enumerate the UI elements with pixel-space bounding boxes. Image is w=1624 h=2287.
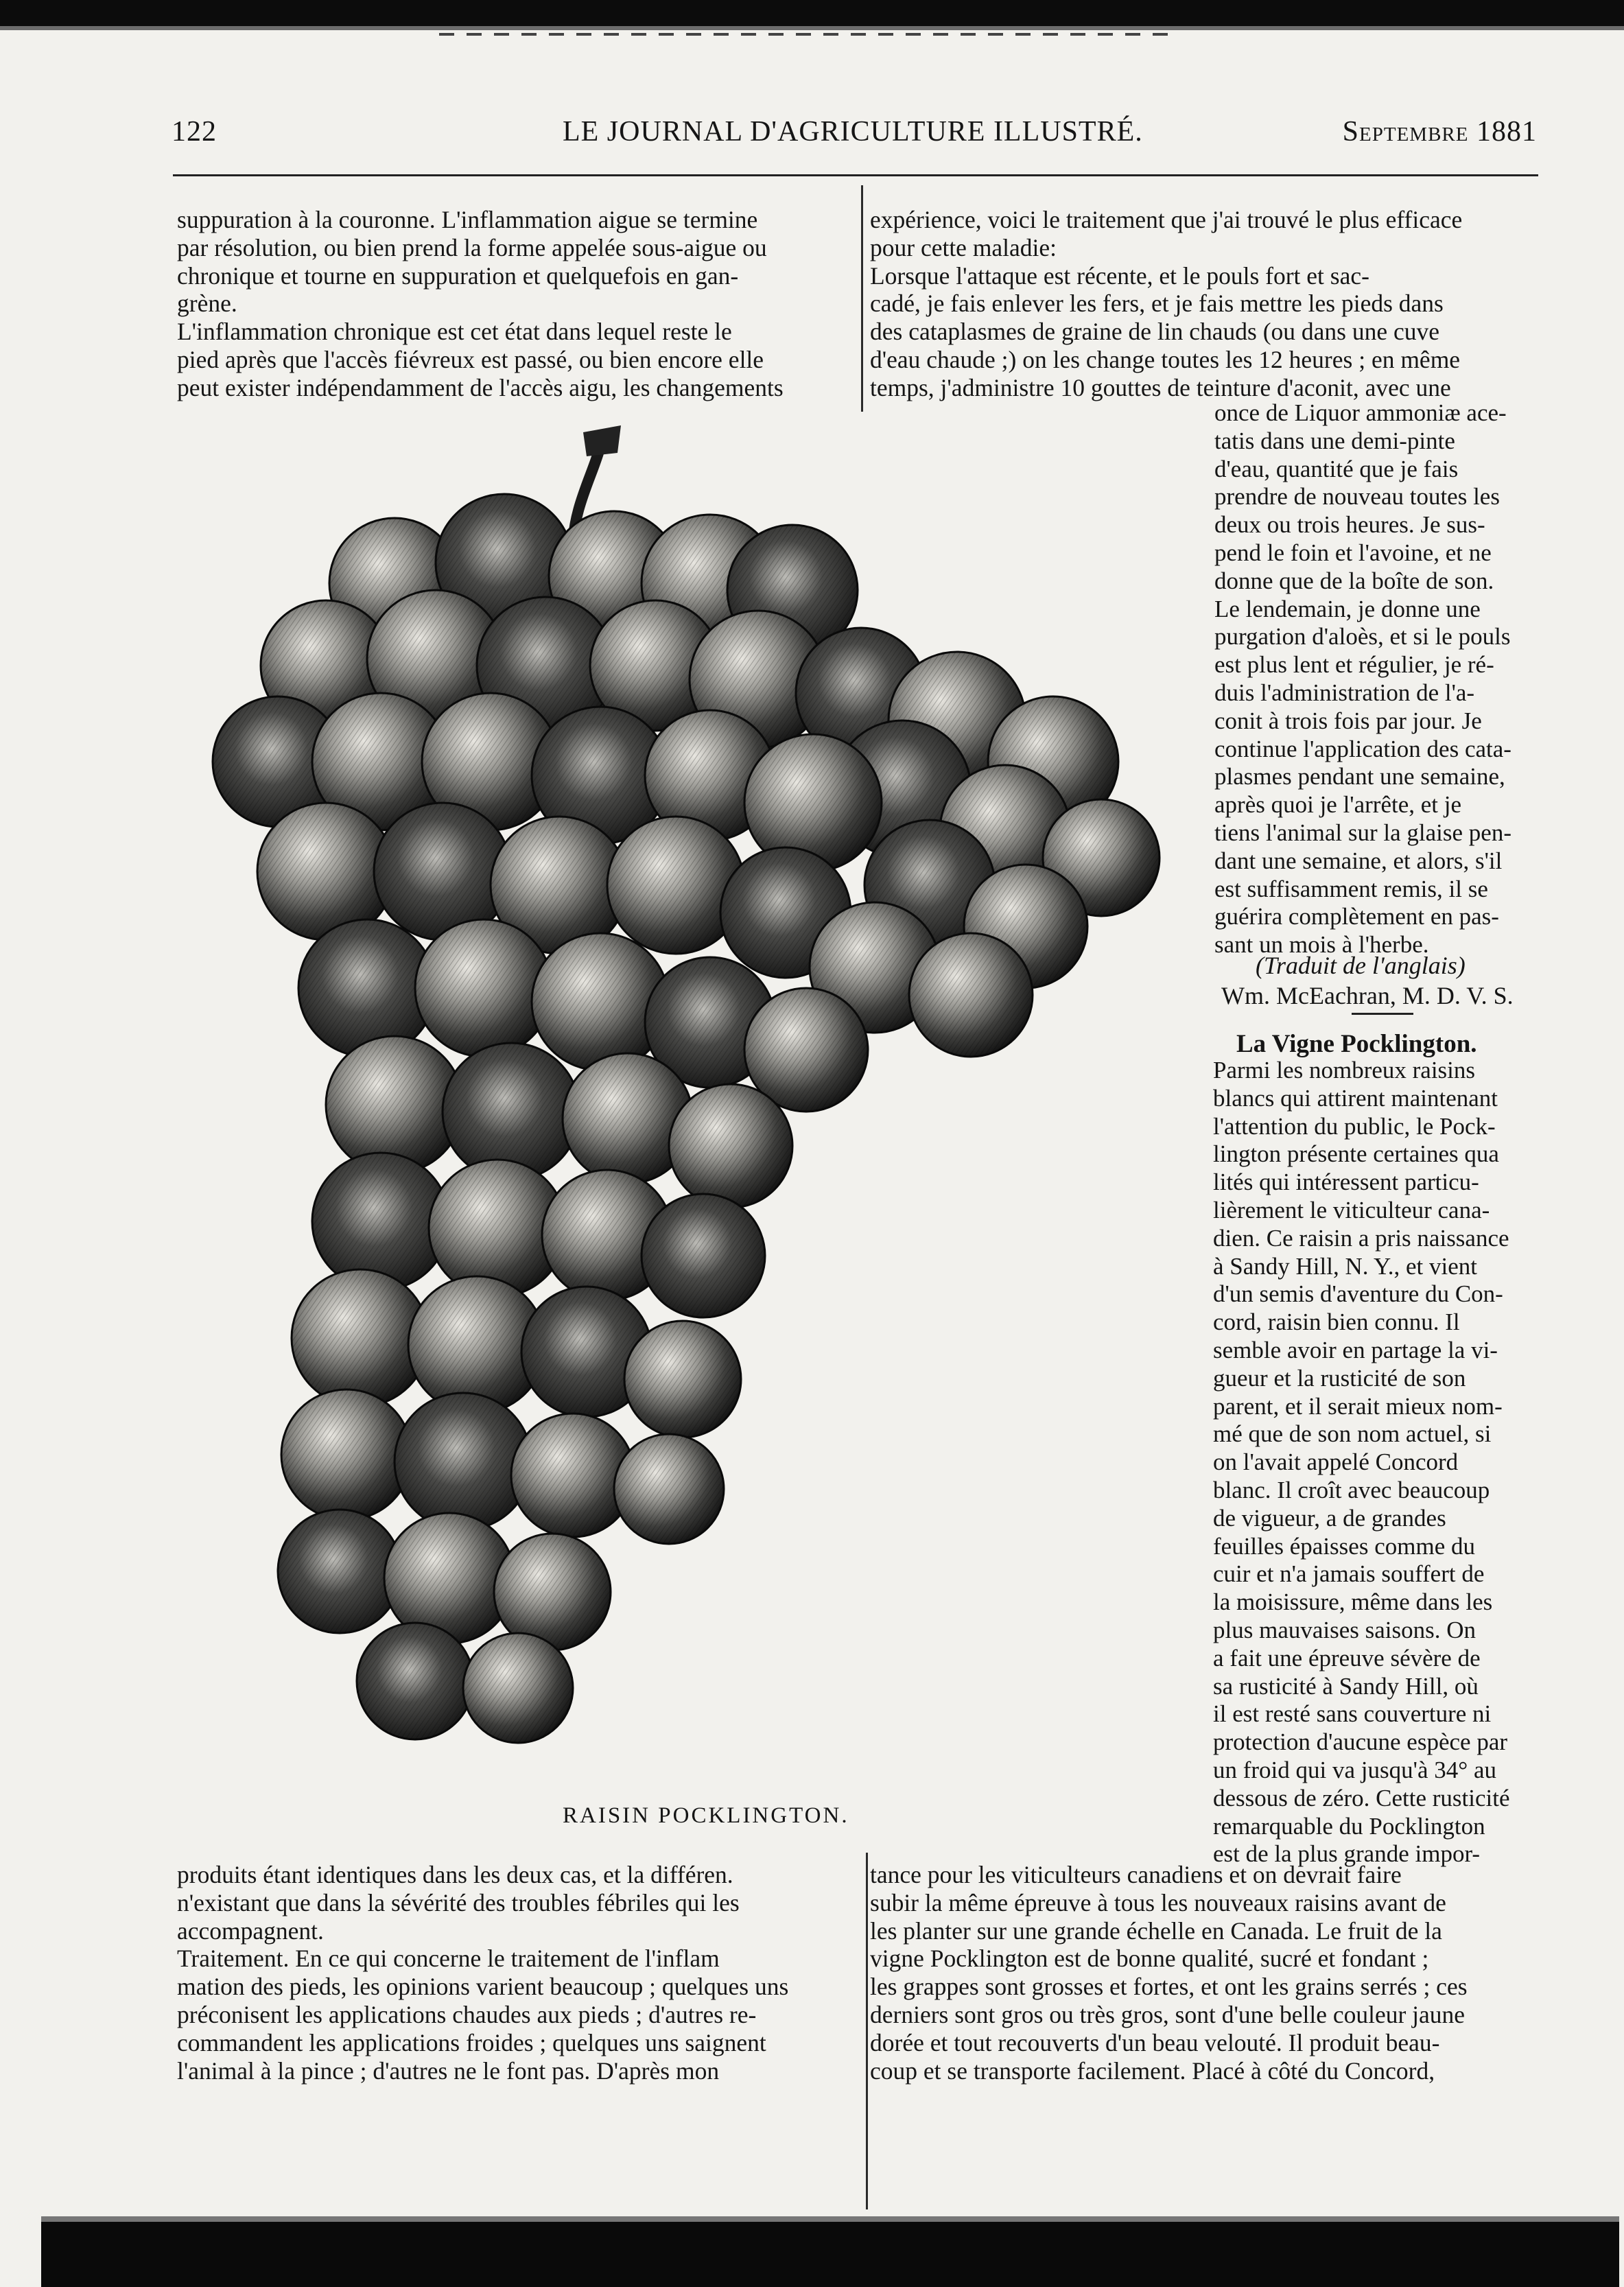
grape-bunch-illustration xyxy=(189,405,1190,1784)
grape-berry-hatching xyxy=(357,1623,473,1739)
issue-date: Septembre 1881 xyxy=(1342,116,1537,148)
left-column-bottom-text: produits étant identiques dans les deux cas, et la différen. n'existant que dans la sévérité des troubles fébriles qui les accompagnent. Traitement. En ce qui concerne le traitement de l'inflam mation des pieds, les opinions varient beaucoup ; quelques uns préconisent les applications chaudes aux pieds ; d'autres re- commandent les applications froides ; quelques uns saignent l'animal à la pince ; d'autres ne le font pas. D'après mon xyxy=(177,1861,789,2085)
grape-berry-hatching xyxy=(278,1510,401,1633)
grape-berry-hatching xyxy=(642,1194,765,1317)
grape-berry-hatching xyxy=(909,933,1033,1057)
grape-berry-hatching xyxy=(415,919,552,1057)
grape-berry-hatching xyxy=(624,1321,741,1438)
page-header xyxy=(172,115,1537,156)
grape-berry-hatching xyxy=(463,1633,573,1743)
right-column-bottom-text: tance pour les viticulteurs canadiens et on devrait faire subir la même épreuve à tous les nouveaux raisins avant de les planter sur une grande échelle en Canada. Le fruit de la vigne Pocklington est de bonne qualité, sucré et fondant ; les grappes sont grosses et fortes, et ont les grains serrés ; ces derniers sont gros ou très gros, sont d'une belle couleur jaune dorée et tout recouverts d'un beau velouté. Il produit beau- coup et se transporte facilement. Placé à côté du Concord, xyxy=(870,1861,1468,2085)
column-divider-bottom xyxy=(866,1853,868,2209)
scan-bottom-border xyxy=(41,2216,1619,2287)
page-number: 122 xyxy=(172,116,217,148)
left-column-top-text: suppuration à la couronne. L'inflammation aigue se termine par résolution, ou bien prend la forme appelée sous-aigue ou chronique et tourne en suppuration et quelquefois en gan- grène. L'inflammation chronique est cet état dans lequel reste le pied après que l'accès fiévreux est passé, ou bien encore elle peut exister indépendamment de l'accès aigu, les changements xyxy=(177,206,784,401)
column-divider-top xyxy=(861,185,863,412)
journal-title: LE JOURNAL D'AGRICULTURE ILLUSTRÉ. xyxy=(563,116,1143,148)
scan-top-border xyxy=(0,0,1624,40)
right-narrow-text-2: Parmi les nombreux raisins blancs qui attirent maintenant l'attention du public, le Pock- lington présente certaines qua lités qui intéressent particu- lièrement le viticulteur cana- dien. Ce raisin a pris naissance à Sandy Hill, N. Y., et vient d'un semis d'aventure du Con- cord, raisin bien connu. Il semble avoir en partage la vi- gueur et la rusticité de son parent, et il serait mieux nom- mé que de son nom actuel, si on l'avait appelé Concord blanc. Il croît avec beaucoup de vigueur, a de grandes feuilles épaisses comme du cuir et n'a jamais souffert de la moisissure, même dans les plus mauvaises saisons. On a fait une épreuve sévère de sa rusticité à Sandy Hill, où il est resté sans couverture ni protection d'aucune espèce par un froid qui va jusqu'à 34° au dessous de zéro. Cette rusticité remarquable du Pocklington est de la plus grande impor- xyxy=(1213,1057,1510,1868)
right-narrow-text-1: once de Liquor ammoniæ ace- tatis dans une demi-pinte d'eau, quantité que je fais prendre de nouveau toutes les deux ou trois heures. Je sus- pend le foin et l'avoine, et ne donne que de la boîte de son. Le lendemain, je donne une purgation d'aloès, et si le pouls est plus lent et régulier, je ré- duis l'administration de l'a- conit à trois fois par jour. Je continue l'application des cata- plasmes pendant une semaine, après quoi je l'arrête, et je tiens l'animal sur la glaise pen- dant une semaine, et alors, s'il est suffisamment remis, il se guérira complètement en pas- sant un mois à l'herbe. xyxy=(1214,399,1511,959)
author-signature: Wm. McEachran, M. D. V. S. xyxy=(1221,982,1514,1009)
grape-berry-hatching xyxy=(443,1043,580,1180)
grape-berry-hatching xyxy=(395,1393,532,1530)
grape-berry-hatching xyxy=(614,1434,724,1544)
right-column-top-text: expérience, voici le traitement que j'ai trouvé le plus efficace pour cette maladie: Lorsque l'attaque est récente, et le pouls fort et sac- cadé, je fais enlever les fers, et je fais mettre les pieds dans des cataplasmes de graine de lin chauds (ou dans une cuve d'eau chaude ;) on les change toutes les 12 heures ; en même temps, j'administre 10 gouttes de teinture d'aconit, avec une xyxy=(870,206,1463,401)
translation-note: (Traduit de l'anglais) xyxy=(1256,952,1466,979)
figure-caption: RAISIN POCKLINGTON. xyxy=(563,1803,849,1828)
grape-berry-hatching xyxy=(669,1084,792,1208)
section-separator xyxy=(1352,1013,1413,1015)
section-title: La Vigne Pocklington. xyxy=(1236,1030,1477,1058)
header-rule xyxy=(173,174,1538,176)
grape-berry-hatching xyxy=(281,1389,412,1520)
